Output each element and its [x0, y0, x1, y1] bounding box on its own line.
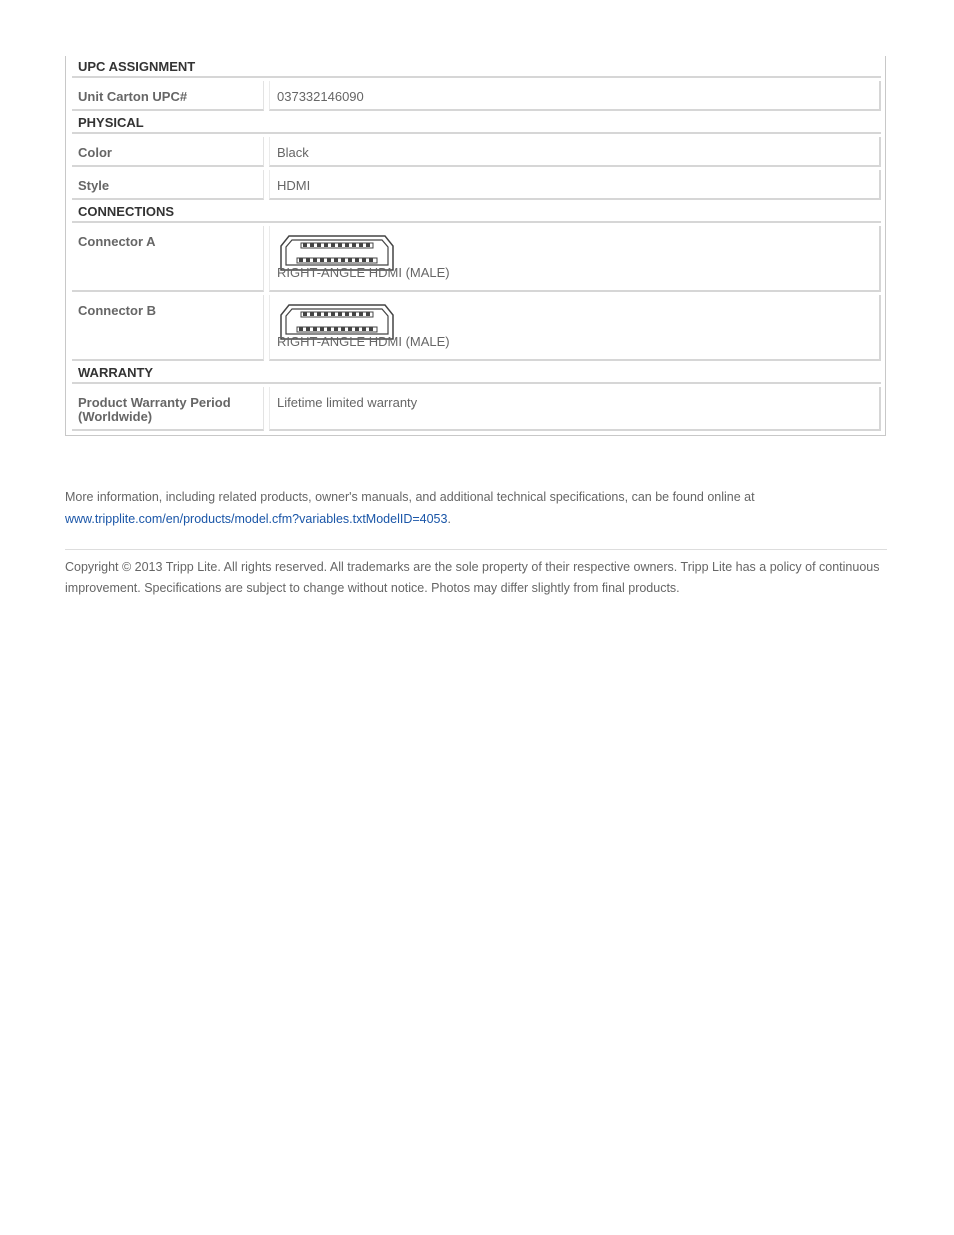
- section-title-connections: CONNECTIONS: [72, 202, 881, 223]
- spec-value: 037332146090: [269, 81, 881, 111]
- spec-table: [65, 56, 886, 436]
- spec-label: Style: [72, 170, 264, 200]
- section-title-physical: PHYSICAL: [72, 113, 881, 134]
- spec-value: Black: [269, 137, 881, 167]
- spec-label: Product Warranty Period (Worldwide): [72, 387, 264, 431]
- connector-a-value: RIGHT-ANGLE HDMI (MALE): [277, 265, 450, 280]
- more-info-text: More information, including related products, owner's manuals, and additional technical specifications, can be found online at: [65, 490, 755, 504]
- spec-row-connector-a: [72, 226, 881, 292]
- link-suffix: .: [447, 512, 451, 526]
- spec-row-warranty-period: [72, 387, 881, 431]
- spec-row-connector-b: [72, 295, 881, 361]
- section-title-warranty: WARRANTY: [72, 363, 881, 384]
- spec-label: Connector B: [72, 295, 264, 361]
- spec-row-style: [72, 170, 881, 200]
- spec-label: Connector A: [72, 226, 264, 292]
- spec-value: HDMI: [269, 170, 881, 200]
- copyright-notice: Copyright © 2013 Tripp Lite. All rights reserved. All trademarks are the sole property of their respective owners. Tripp Lite has a policy of continuous improvement. Specifications are subject to change without notice. Photos may differ slightly from final products.: [65, 560, 880, 595]
- more-info-paragraph: [65, 486, 887, 530]
- spec-label: Color: [72, 137, 264, 167]
- spec-value-cell: [269, 295, 881, 361]
- footer-divider: [65, 549, 887, 550]
- spec-label: Unit Carton UPC#: [72, 81, 264, 111]
- connector-b-value: RIGHT-ANGLE HDMI (MALE): [277, 334, 450, 349]
- product-page-link[interactable]: www.tripplite.com/en/products/model.cfm?variables.txtModelID=4053: [65, 512, 448, 526]
- spec-value: Lifetime limited warranty: [269, 387, 881, 431]
- spec-value-cell: [269, 226, 881, 292]
- section-title-upc: UPC ASSIGNMENT: [72, 57, 881, 78]
- spec-row-color: [72, 137, 881, 167]
- spec-row-unit-carton-upc: [72, 81, 881, 111]
